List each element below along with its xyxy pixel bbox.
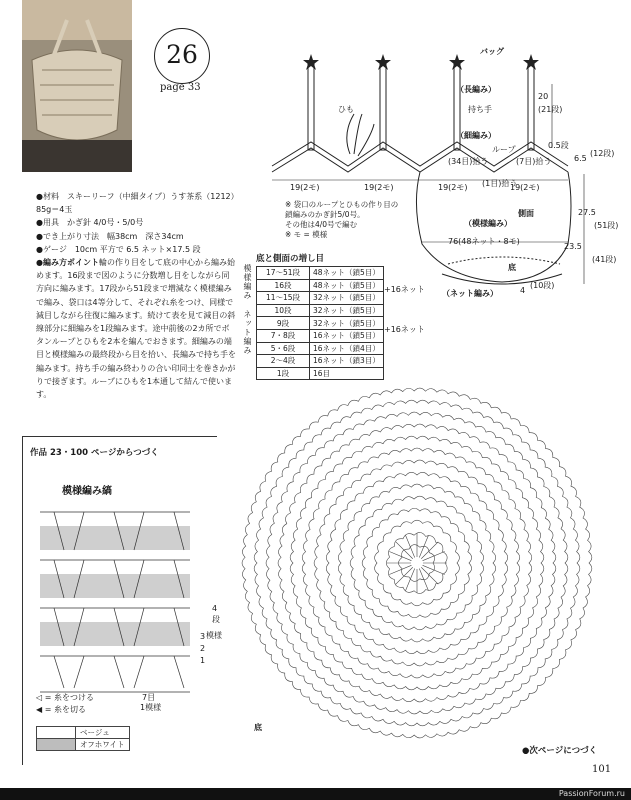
height-label-6: 4 [520, 286, 526, 295]
materials-tools: ●用具 かぎ針 4/0号・5/0号 [36, 218, 144, 228]
width-label-1: 19(2モ) [290, 183, 320, 192]
label-pattern: 模様編み [243, 264, 252, 300]
table-row: 10段 32ネット（鎖5目） [257, 304, 384, 317]
materials-yarn: ●材料 スキーリーフ（中細タイプ）うす茶系（1212）85g＝4玉 [36, 192, 235, 215]
increase-table-title: 底と側面の増し目 [256, 254, 325, 264]
footer-watermark: PassionForum.ru [558, 789, 625, 798]
pick-1-label: (1目)拾う [482, 179, 518, 188]
pattern-label: （模様編み） [464, 219, 512, 228]
label-net: ネット編み [243, 310, 252, 355]
loop-label: ループ [492, 145, 516, 154]
materials-gauge: ●ゲージ 10cm 平方で 6.5 ネット×17.5 段 [36, 244, 201, 254]
row-unit-label: 模様 [206, 631, 222, 640]
height-label-5: 23.5 [564, 242, 582, 251]
chonami-label: （長編み） [456, 85, 496, 94]
row-label-4: 4 [212, 604, 218, 613]
height-label-6b: (10段) [530, 281, 555, 290]
net-label: （ネット編み） [442, 289, 498, 298]
row-label-1: 1 [200, 656, 206, 665]
height-label-3: 6.5 [574, 154, 587, 163]
width-label-3: 19(2モ) [438, 183, 468, 192]
pattern-number-badge: 26 [154, 28, 210, 84]
height-label-2: 0.5段 [548, 141, 569, 150]
note-line-3: その他は4/0号で編む [285, 220, 358, 229]
width-label-4: 19(2モ) [510, 183, 540, 192]
points-body: 輪の作り目をして底の中心から編み始めます。16段まで図のように分数増し目をしながら同方向に編みます。17段から51段まで増減なく模様編みで編み、袋口は4等分して、それぞれ糸をつけ、同様で減目しながら往復に編みます。続けて表を見て減目の斜線部分に細編みを1段編みます。途中前後の2カ所でボタンループとひもを2本を編んでおきます。細編みの端目と模様編みの最終段から目を拾い、長編みで持ち手を編みます。持ち手の編み終わりの合い印同士を巻きかがりで接ぎます。ループにひもを1本通して結んで使います。 [36, 258, 236, 400]
height-label-1b: (21段) [538, 105, 563, 114]
increase-plus-2: +16ネット [384, 325, 425, 334]
table-row: 16段 48ネット（鎖5目） [257, 279, 384, 292]
points-title: ●編み方ポイント [36, 258, 99, 268]
note-line-4: ※ モ = 模様 [285, 230, 328, 239]
table-row: ベージュ [37, 727, 130, 739]
height-label-1: 20 [538, 92, 549, 101]
bag-photo [22, 0, 132, 172]
table-row: 17〜51段 48ネット（鎖5目） [257, 267, 384, 280]
table-row: 9段 32ネット（鎖5目） [257, 317, 384, 330]
bag-diagram [262, 44, 622, 304]
footer-bar [0, 788, 631, 800]
saibami-label: （細編み） [456, 131, 496, 140]
table-row: 2〜4段 16ネット（鎖3目） [257, 355, 384, 368]
around-label: 76(48ネット・8モ) [448, 237, 520, 246]
pick-34-label: (34目)拾う [448, 157, 489, 166]
bottom-label: 底 [254, 723, 262, 732]
stripe-pattern-title: 模様編み縞 [62, 486, 112, 497]
height-label-5b: (41段) [592, 255, 617, 264]
increase-table [256, 266, 384, 380]
continued-label: 作品 23・100 ページからつづく [30, 448, 159, 458]
note-line-2: 鎖編みのかぎ針5/0号。 [285, 210, 365, 219]
bag-notes [285, 200, 398, 240]
materials-size: ●でき上がり寸法 幅38cm 深さ34cm [36, 231, 184, 241]
legend-attach: ◁ = 糸をつける [36, 693, 94, 702]
row-label-3: 3 [200, 632, 206, 641]
bottom-label-small: 底 [508, 263, 516, 272]
height-label-4b: (51段) [594, 221, 619, 230]
page-reference: page 33 [160, 82, 201, 93]
materials-block [36, 190, 236, 401]
color-swatch-beige [37, 727, 76, 739]
row-label-2: 2 [200, 644, 206, 653]
color-swatch-offwhite [37, 739, 76, 751]
color-legend [36, 726, 130, 751]
height-label-4: 27.5 [578, 208, 596, 217]
himo-label: ひも [338, 105, 354, 114]
row-label-4b: 段 [212, 615, 220, 624]
table-row: オフホワイト [37, 739, 130, 751]
bottom-chart [236, 382, 598, 744]
table-row: 11〜15段 32ネット（鎖5目） [257, 292, 384, 305]
width-label-2: 19(2モ) [364, 183, 394, 192]
stripe-chart [34, 502, 204, 702]
bag-title: バッグ [480, 47, 504, 56]
increase-plus-1: +16ネット [384, 285, 425, 294]
note-line-1: ※ 袋口のループとひもの作り目の [285, 200, 399, 209]
page-number: 101 [592, 764, 612, 775]
start-label: 7目 [142, 693, 156, 702]
start-label-2: 1模様 [140, 703, 162, 712]
side-label: 側面 [518, 209, 534, 218]
next-page-label: ●次ページにつづく [522, 746, 598, 756]
table-row: 7・8段 16ネット（鎖5目） [257, 329, 384, 342]
legend-cut: ◀ = 糸を切る [36, 705, 86, 714]
table-row: 5・6段 16ネット（鎖4目） [257, 342, 384, 355]
handle-label: 持ち手 [468, 105, 492, 114]
table-row: 1段 16目 [257, 367, 384, 380]
pick-7-label: (7目)拾う [516, 157, 552, 166]
height-label-3b: (12段) [590, 149, 615, 158]
